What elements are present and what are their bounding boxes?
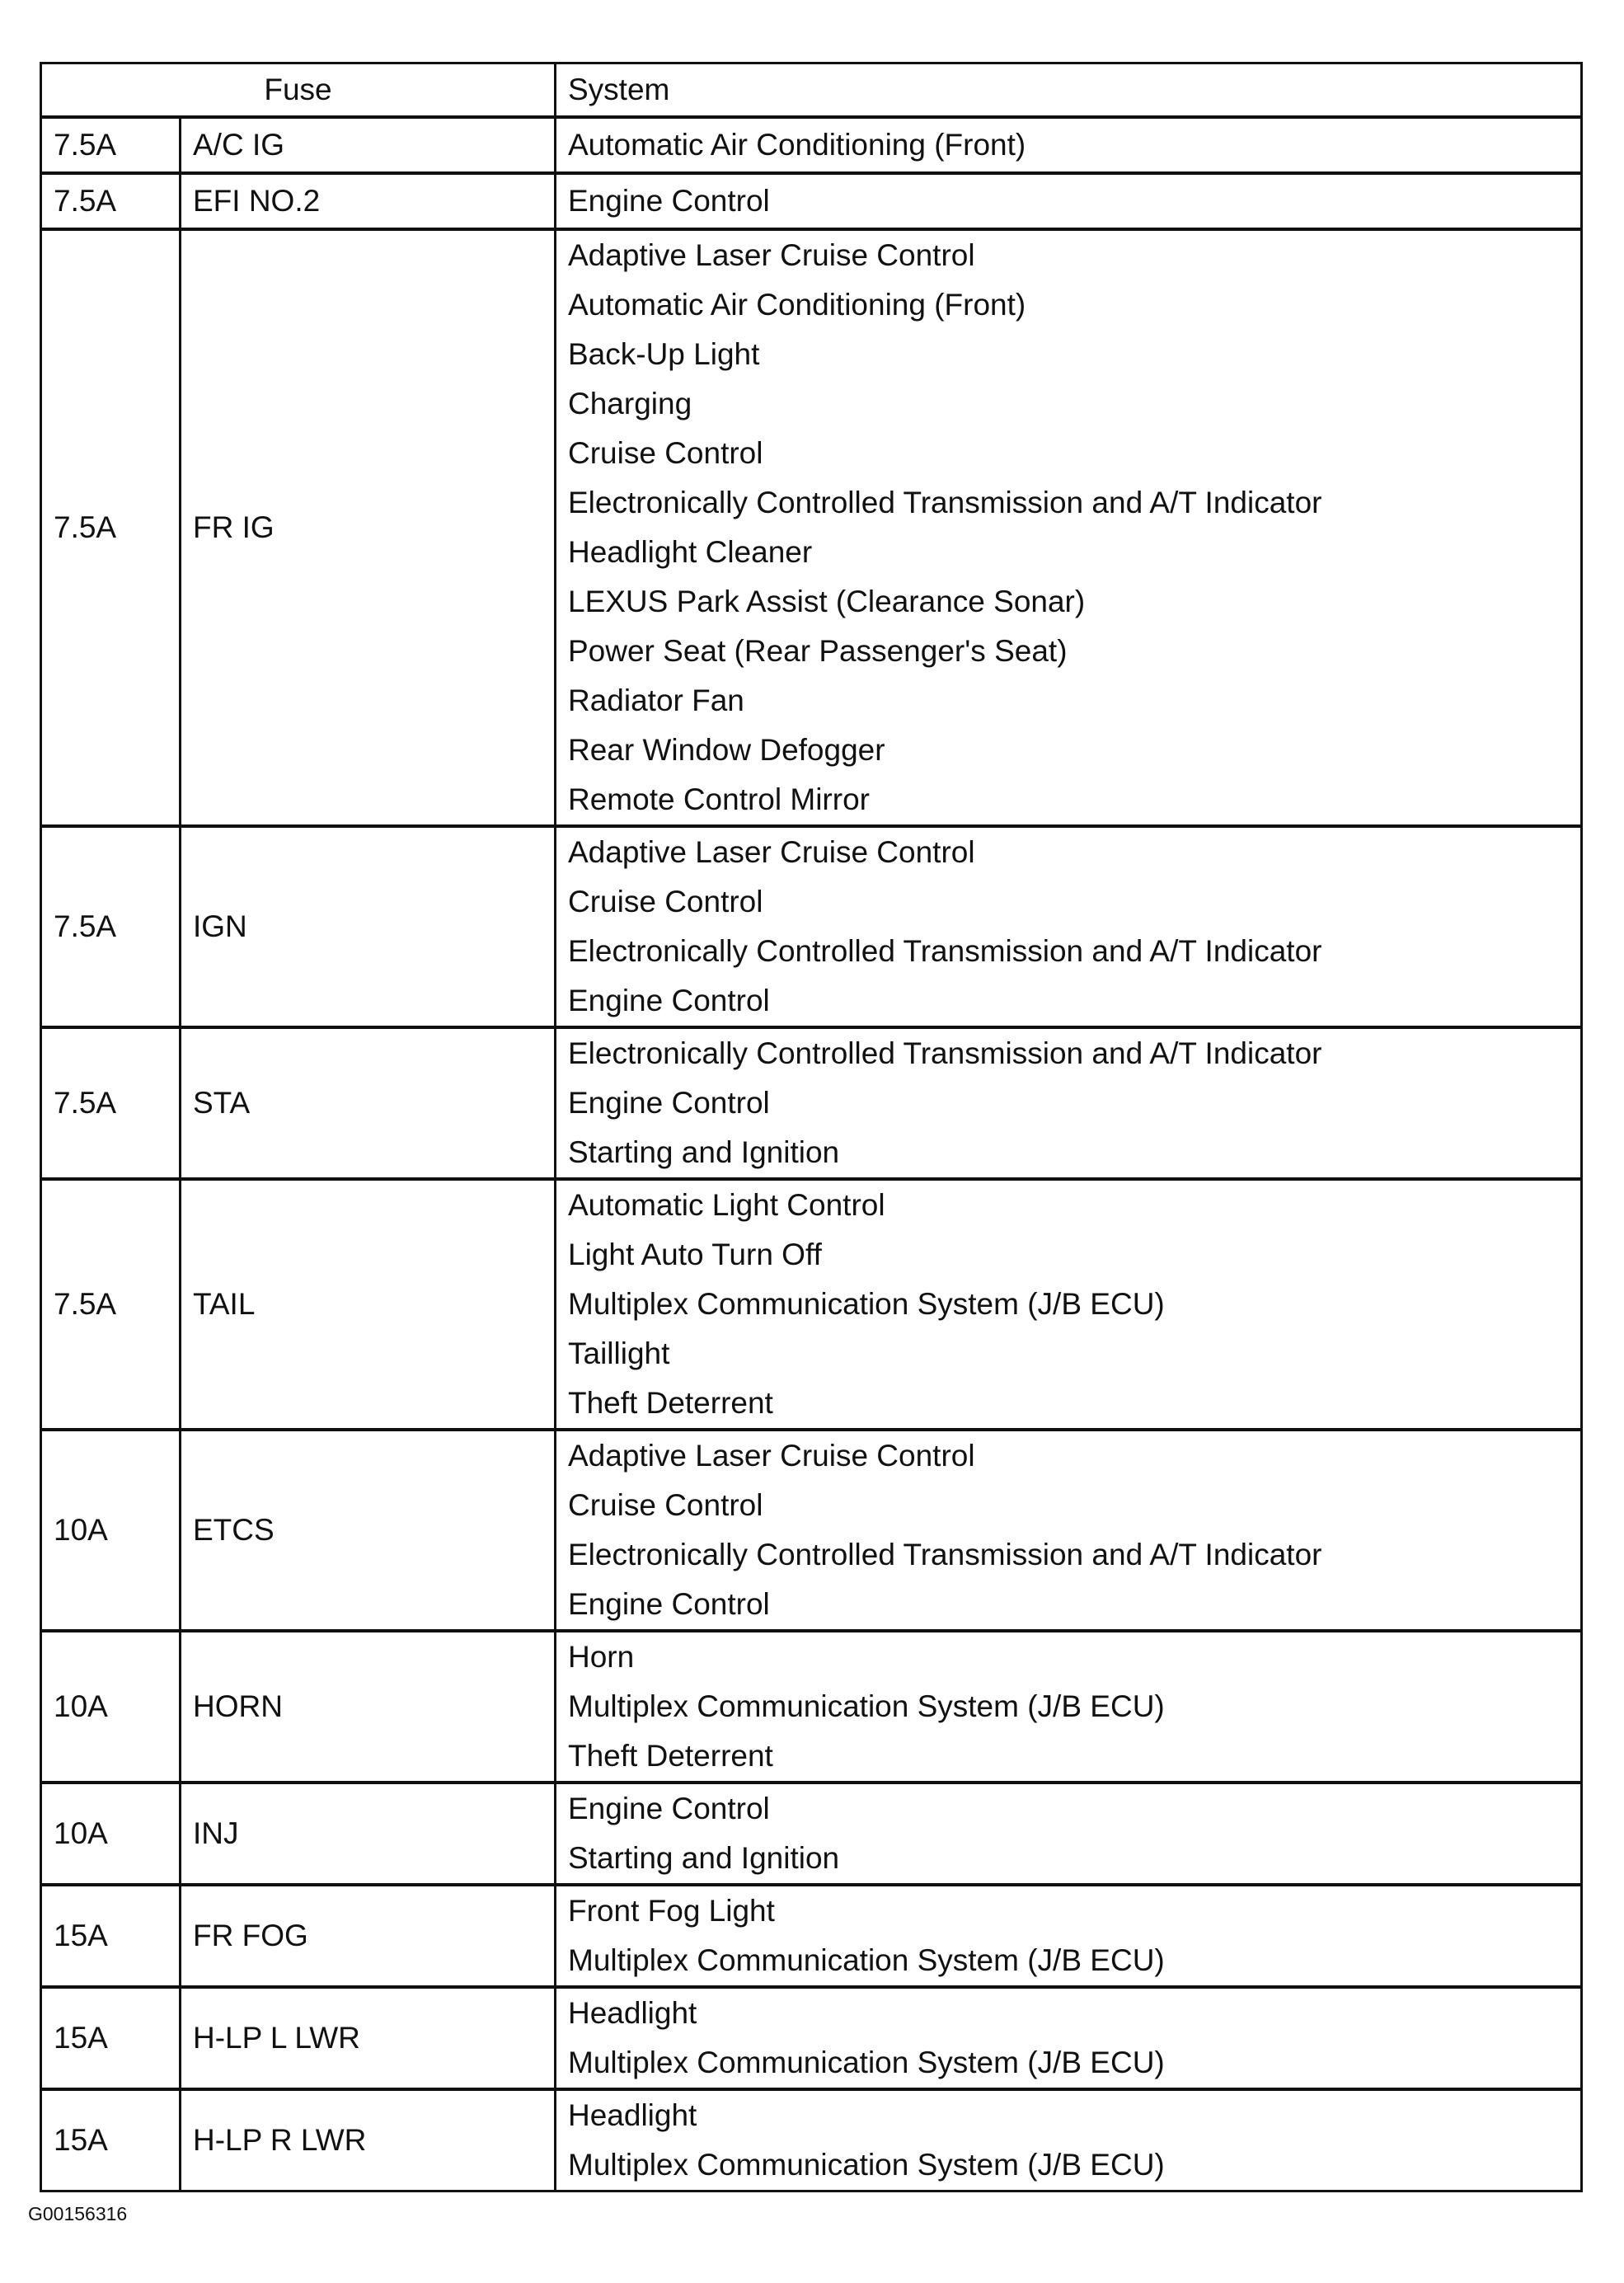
system-list [556, 1179, 1582, 1430]
system-header: System [556, 63, 1582, 118]
system-item: Electronically Controlled Transmission and A/T Indicator [568, 486, 1322, 519]
fuse-amperage: 15A [41, 1987, 181, 2089]
fuse-amperage: 7.5A [41, 117, 181, 173]
table-row [41, 2089, 1582, 2191]
fuse-name: STA [181, 1027, 556, 1179]
fuse-name: ETCS [181, 1430, 556, 1631]
fuse-amperage: 15A [41, 2089, 181, 2191]
system-item: Power Seat (Rear Passenger's Seat) [568, 634, 1068, 668]
system-list [556, 826, 1582, 1027]
fuse-name: FR IG [181, 229, 556, 826]
system-item: Engine Control [568, 1086, 770, 1120]
table-row [41, 1885, 1582, 1987]
system-item: Taillight [568, 1336, 670, 1370]
system-item: Headlight [568, 1996, 697, 2030]
system-item: Starting and Ignition [568, 1135, 840, 1169]
system-item: Engine Control [568, 1792, 770, 1825]
system-item: Multiplex Communication System (J/B ECU) [568, 2046, 1165, 2079]
table-row [41, 1987, 1582, 2089]
fuse-amperage: 7.5A [41, 1027, 181, 1179]
system-item: Electronically Controlled Transmission and A/T Indicator [568, 934, 1322, 968]
table-row [41, 229, 1582, 826]
system-item: Starting and Ignition [568, 1841, 840, 1875]
system-item: Multiplex Communication System (J/B ECU) [568, 1689, 1165, 1723]
table-row [41, 1027, 1582, 1179]
fuse-amperage: 7.5A [41, 1179, 181, 1430]
system-item: Light Auto Turn Off [568, 1238, 822, 1271]
system-item: Charging [568, 387, 692, 420]
fuse-name: EFI NO.2 [181, 173, 556, 229]
system-list [556, 1631, 1582, 1783]
system-item: Headlight [568, 2098, 697, 2132]
table-row [41, 173, 1582, 229]
fuse-name: FR FOG [181, 1885, 556, 1987]
system-item: LEXUS Park Assist (Clearance Sonar) [568, 585, 1086, 618]
table-row [41, 826, 1582, 1027]
system-item: Theft Deterrent [568, 1386, 773, 1420]
fuse-name: HORN [181, 1631, 556, 1783]
system-item: Cruise Control [568, 1488, 763, 1522]
system-list [556, 1885, 1582, 1987]
system-item: Radiator Fan [568, 683, 744, 717]
fuse-header: Fuse [41, 63, 556, 118]
system-item: Cruise Control [568, 436, 763, 470]
figure-id: G00156316 [28, 2203, 128, 2224]
fuse-name: INJ [181, 1783, 556, 1885]
table-row [41, 117, 1582, 173]
system-item: Engine Control [568, 984, 770, 1017]
system-item: Front Fog Light [568, 1894, 775, 1928]
fuse-table [40, 62, 1583, 2192]
system-list [556, 173, 1582, 229]
system-item: Adaptive Laser Cruise Control [568, 1439, 975, 1473]
fuse-amperage: 7.5A [41, 826, 181, 1027]
system-item: Multiplex Communication System (J/B ECU) [568, 2148, 1165, 2182]
system-item: Electronically Controlled Transmission and A/T Indicator [568, 1036, 1322, 1070]
fuse-amperage: 15A [41, 1885, 181, 1987]
system-item: Automatic Light Control [568, 1188, 885, 1222]
system-list [556, 1987, 1582, 2089]
fuse-amperage: 7.5A [41, 173, 181, 229]
fuse-name: H-LP R LWR [181, 2089, 556, 2191]
fuse-amperage: 7.5A [41, 229, 181, 826]
system-list [556, 1430, 1582, 1631]
system-list [556, 229, 1582, 826]
system-item: Automatic Air Conditioning (Front) [568, 128, 1026, 162]
system-item: Multiplex Communication System (J/B ECU) [568, 1943, 1165, 1977]
fuse-amperage: 10A [41, 1631, 181, 1783]
table-row [41, 1430, 1582, 1631]
system-list [556, 2089, 1582, 2191]
system-item: Multiplex Communication System (J/B ECU) [568, 1287, 1165, 1321]
fuse-table-body [41, 117, 1582, 2191]
fuse-amperage: 10A [41, 1783, 181, 1885]
table-row [41, 1179, 1582, 1430]
system-list [556, 117, 1582, 173]
table-row [41, 1783, 1582, 1885]
fuse-name: A/C IG [181, 117, 556, 173]
system-item: Remote Control Mirror [568, 782, 870, 816]
fuse-name: IGN [181, 826, 556, 1027]
fuse-amperage: 10A [41, 1430, 181, 1631]
system-list [556, 1783, 1582, 1885]
system-item: Adaptive Laser Cruise Control [568, 835, 975, 869]
system-item: Headlight Cleaner [568, 535, 813, 569]
system-item: Electronically Controlled Transmission and A/T Indicator [568, 1538, 1322, 1571]
system-list [556, 1027, 1582, 1179]
system-item: Theft Deterrent [568, 1739, 773, 1773]
system-item: Cruise Control [568, 885, 763, 918]
fuse-name: H-LP L LWR [181, 1987, 556, 2089]
system-item: Horn [568, 1640, 635, 1674]
system-item: Engine Control [568, 184, 770, 218]
system-item: Adaptive Laser Cruise Control [568, 238, 975, 272]
fuse-name: TAIL [181, 1179, 556, 1430]
table-row [41, 1631, 1582, 1783]
system-item: Engine Control [568, 1587, 770, 1621]
system-item: Back-Up Light [568, 337, 760, 371]
system-item: Rear Window Defogger [568, 733, 885, 767]
system-item: Automatic Air Conditioning (Front) [568, 288, 1026, 322]
header-row [41, 63, 1582, 118]
